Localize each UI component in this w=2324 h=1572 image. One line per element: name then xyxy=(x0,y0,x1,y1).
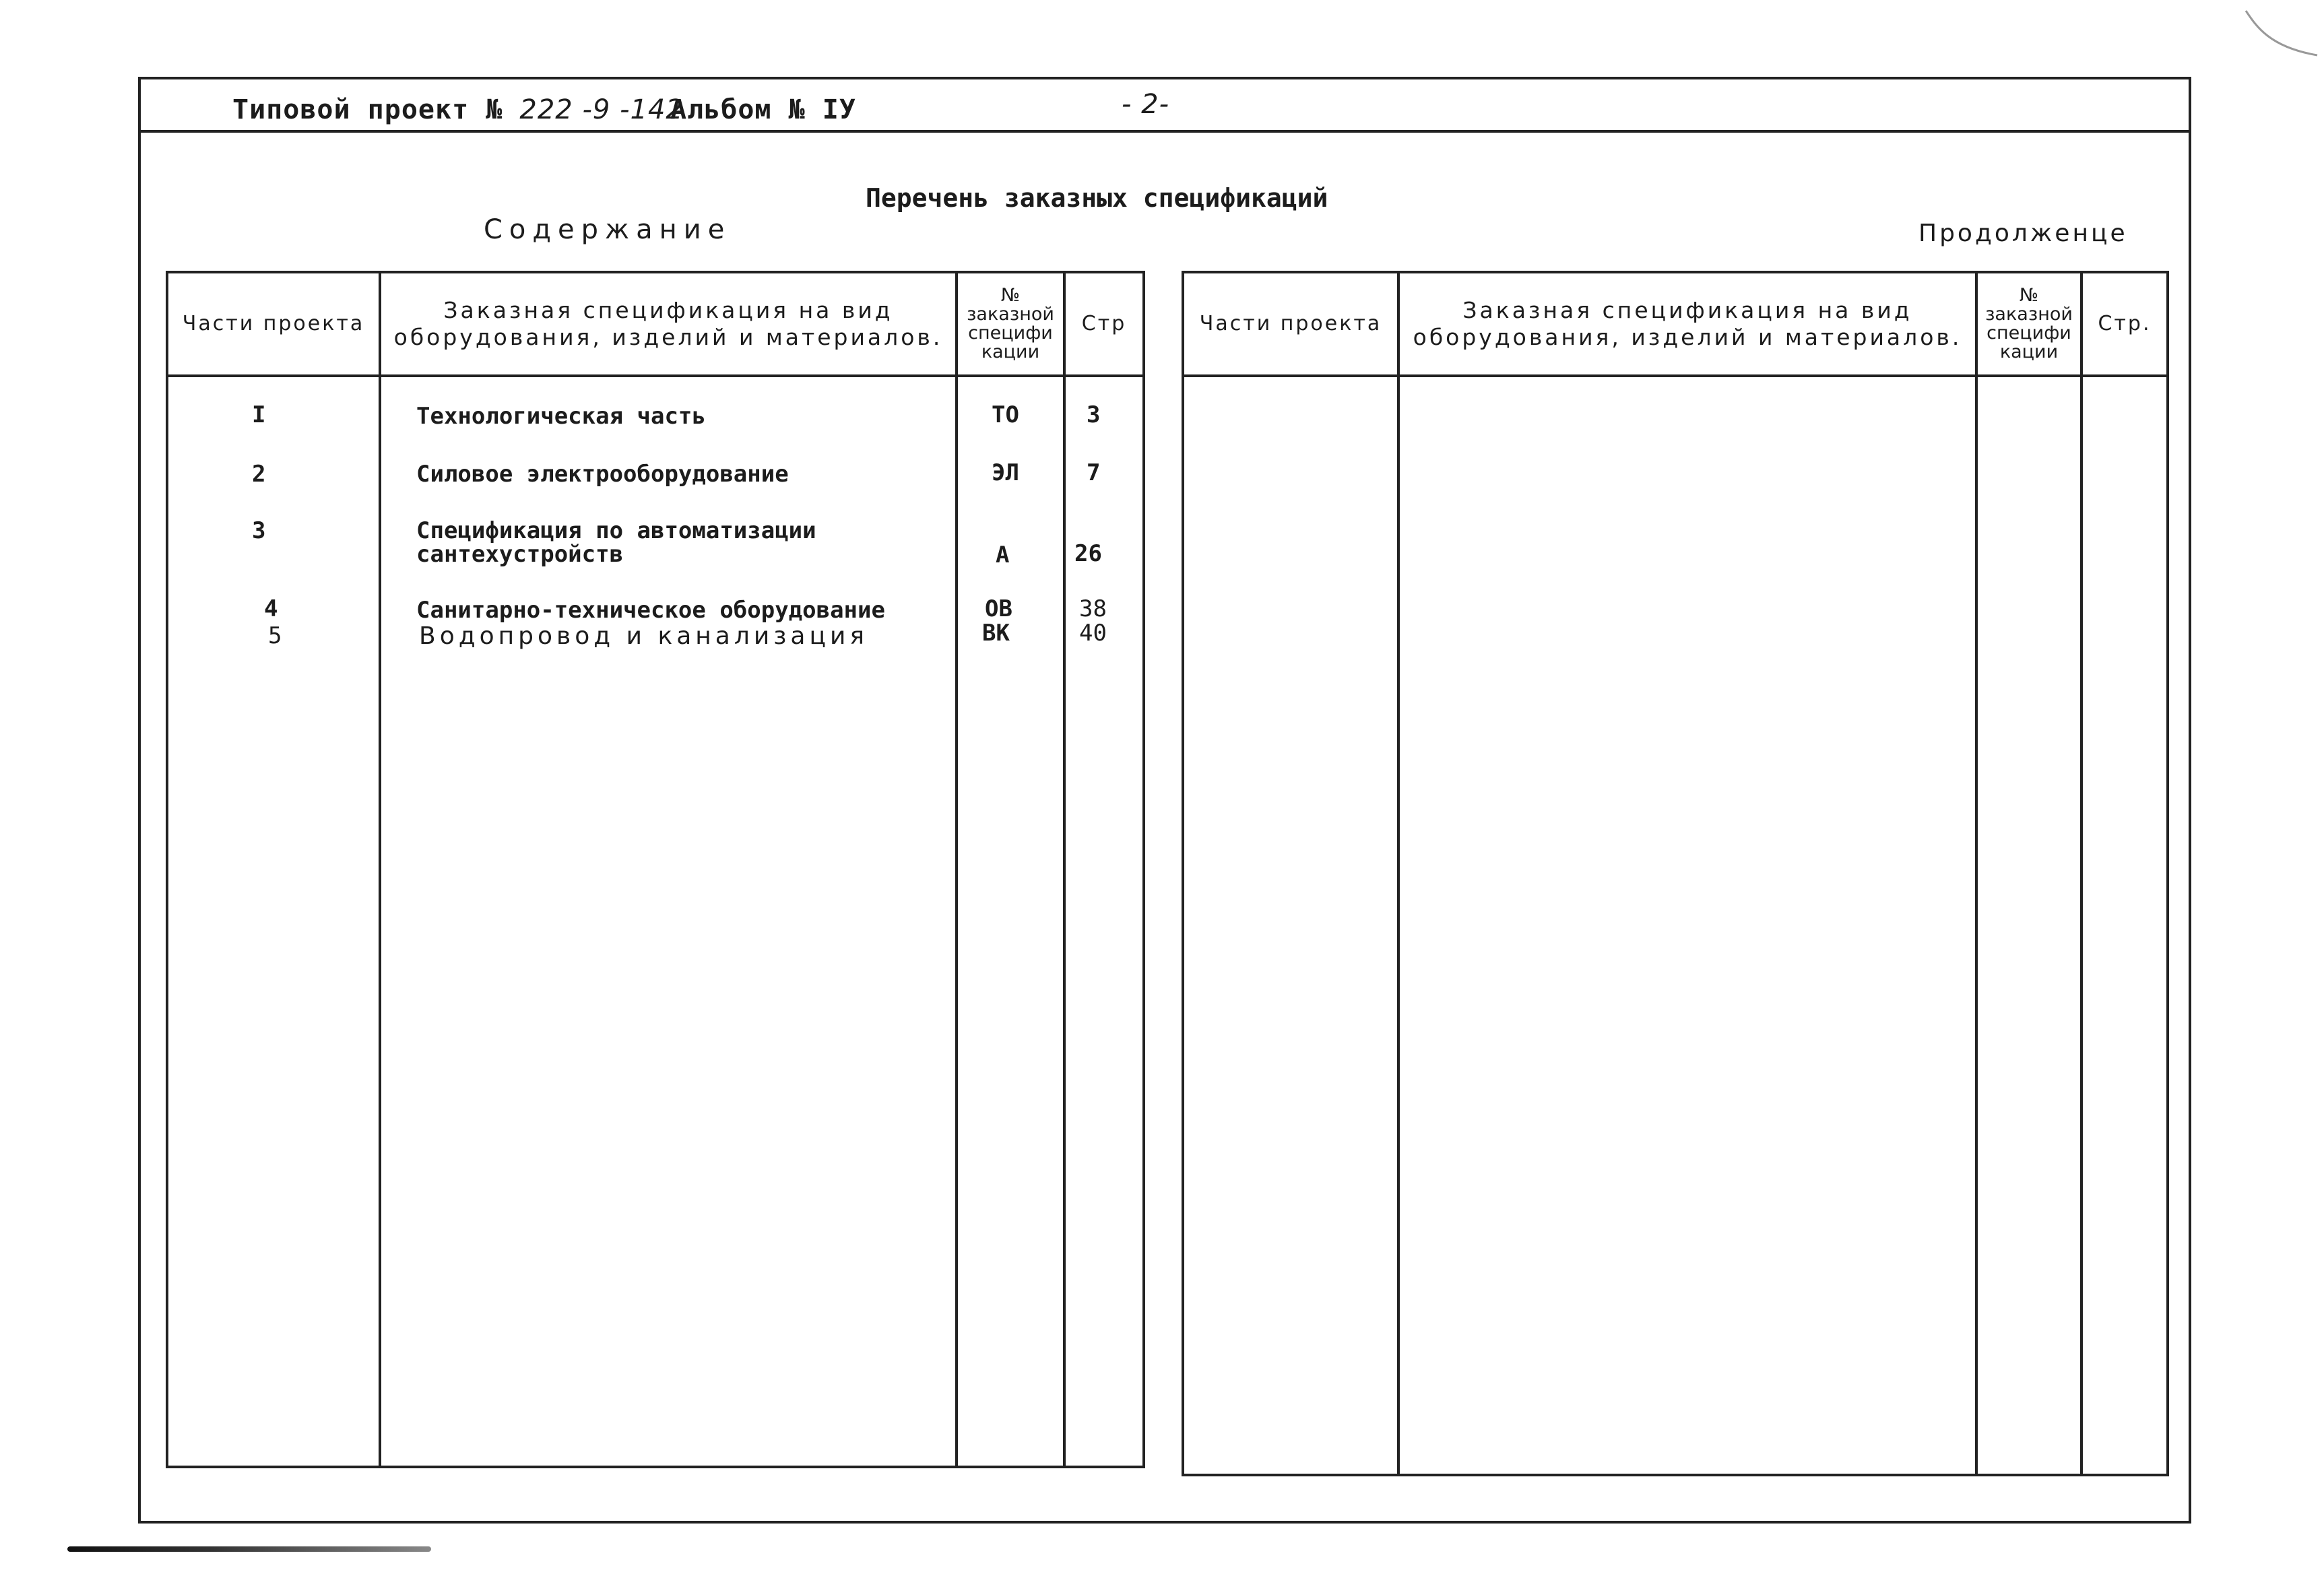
row-page: 3 xyxy=(1087,401,1101,428)
row-part: 5 xyxy=(268,622,282,649)
row-page: 38 xyxy=(1079,595,1107,622)
row-code: А xyxy=(996,542,1010,568)
contents-title: Содержание xyxy=(484,214,732,245)
number-line-2: специфи xyxy=(1987,323,2071,343)
number-sign: № xyxy=(1000,285,1021,306)
row-name-line1: Спецификация по автоматизации xyxy=(416,517,816,544)
col-header-part: Части проекта xyxy=(1183,272,1398,376)
table-header-row xyxy=(1183,272,2168,376)
row-name-line2: сантехустройств xyxy=(416,541,624,568)
row-code: ЭЛ xyxy=(992,459,1019,486)
scan-edge-mark xyxy=(67,1546,431,1552)
row-part: 2 xyxy=(252,461,266,488)
project-number: 222 -9 -142 xyxy=(519,94,684,125)
number-line-3: кации xyxy=(981,341,1040,362)
number-line-1: заказной xyxy=(1985,304,2073,325)
row-page: 26 xyxy=(1074,540,1102,567)
row-part: I xyxy=(252,401,266,428)
row-name: Санитарно-техническое оборудование xyxy=(416,597,885,624)
col-header-number xyxy=(957,272,1064,376)
row-code: ОВ xyxy=(985,595,1012,622)
row-code: ТО xyxy=(992,401,1019,428)
continuation-title: Продолженце xyxy=(1918,220,2128,247)
number-line-3: кации xyxy=(1999,341,2059,362)
row-part: 4 xyxy=(264,595,278,622)
col-header-spec: Заказная спецификация на вид оборудования, изделий и материалов. xyxy=(1398,272,1976,376)
list-title: Перечень заказных спецификаций xyxy=(866,183,1328,213)
row-name: Водопровод и канализация xyxy=(419,622,869,650)
scan-corner-mark xyxy=(2243,7,2324,61)
row-part: 3 xyxy=(252,517,266,544)
row-name: Технологическая часть xyxy=(416,403,706,430)
continuation-table xyxy=(1182,271,2169,1476)
table-body xyxy=(1183,376,2168,1475)
album-label: Альбом № IУ xyxy=(670,94,856,125)
page-number: - 2- xyxy=(1122,89,1170,120)
header-divider xyxy=(138,130,2191,133)
project-header xyxy=(232,94,684,125)
number-sign: № xyxy=(2019,285,2039,306)
col-header-page: Стр. xyxy=(2081,272,2168,376)
row-page: 40 xyxy=(1079,620,1107,647)
row-page: 7 xyxy=(1087,459,1101,486)
row-name: Силовое электрооборудование xyxy=(416,461,789,488)
col-header-number xyxy=(1976,272,2081,376)
number-line-1: заказной xyxy=(967,304,1054,325)
col-header-part: Части проекта xyxy=(167,272,380,376)
table-header-row xyxy=(167,272,1144,376)
contents-table xyxy=(166,271,1145,1468)
col-header-spec: Заказная спецификация на вид оборудования, изделий и материалов. xyxy=(380,272,957,376)
col-header-page: Стр xyxy=(1064,272,1144,376)
number-line-2: специфи xyxy=(968,323,1053,343)
row-code: ВК xyxy=(982,620,1010,647)
project-label: Типовой проект № xyxy=(232,94,503,125)
